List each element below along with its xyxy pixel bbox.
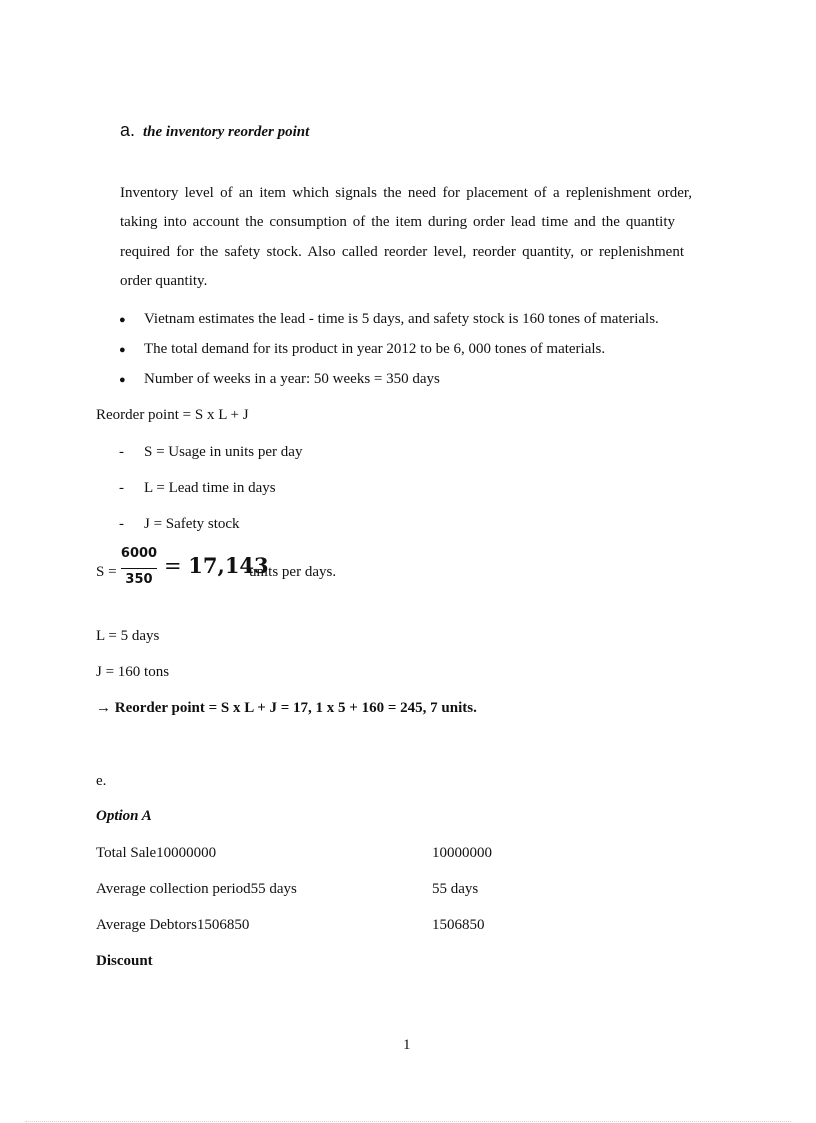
bullet-item: The total demand for its product in year 2012 to be 6, 000 tones of materials.	[144, 341, 606, 357]
page-bottom-divider	[25, 1121, 791, 1122]
bullet-dot-icon: ●	[119, 314, 126, 326]
section-a-heading	[120, 119, 309, 143]
s-fraction	[117, 546, 161, 590]
definition-item: L = Lead time in days	[144, 480, 276, 496]
dash-marker: -	[119, 444, 124, 460]
option-a-title: Option A	[96, 808, 152, 824]
s-calc-prefix: S =	[96, 564, 117, 580]
s-calc-suffix: units per days.	[249, 564, 337, 580]
reorder-formula: Reorder point = S x L + J	[96, 407, 249, 423]
j-value: J = 160 tons	[96, 664, 170, 680]
average-debtors-value: 1506850	[432, 917, 485, 933]
s-calc-equals: =	[164, 554, 189, 578]
section-e-label: e.	[96, 773, 107, 789]
l-value: L = 5 days	[96, 628, 160, 644]
paragraph-line: taking into account the consumption of the item during order lead time and the quantity	[120, 214, 675, 230]
fraction-numerator: 6000	[120, 546, 158, 561]
bullet-item: Vietnam estimates the lead - time is 5 days, and safety stock is 160 tones of materials.	[144, 311, 659, 327]
page-number: 1	[403, 1037, 411, 1053]
dash-marker: -	[119, 516, 124, 532]
discount-heading: Discount	[96, 953, 153, 969]
dash-marker: -	[119, 480, 124, 496]
bullet-item: Number of weeks in a year: 50 weeks = 350 days	[144, 371, 440, 387]
average-debtors-label: Average Debtors1506850	[96, 917, 250, 933]
paragraph-line: order quantity.	[120, 273, 208, 289]
reorder-point-conclusion: → Reorder point = S x L + J = 17, 1 x 5 + 160 = 245, 7 units.	[96, 700, 477, 716]
total-sale-label: Total Sale10000000	[96, 845, 217, 861]
definition-item: S = Usage in units per day	[144, 444, 303, 460]
paragraph-line: required for the safety stock. Also called reorder level, reorder quantity, or replenishment	[120, 244, 684, 260]
definition-item: J = Safety stock	[144, 516, 240, 532]
total-sale-value: 10000000	[432, 845, 492, 861]
s-calc-value: 17,143	[188, 553, 269, 578]
bullet-dot-icon: ●	[119, 374, 126, 386]
bullet-dot-icon: ●	[119, 344, 126, 356]
fraction-bar	[121, 568, 157, 569]
section-a-title: the inventory reorder point	[143, 124, 310, 140]
fraction-denominator: 350	[125, 572, 153, 587]
collection-period-label: Average collection period55 days	[96, 881, 297, 897]
paragraph-line: Inventory level of an item which signals the need for placement of a replenishment order,	[120, 185, 692, 201]
collection-period-value: 55 days	[432, 881, 479, 897]
section-a-letter: a.	[120, 120, 136, 140]
